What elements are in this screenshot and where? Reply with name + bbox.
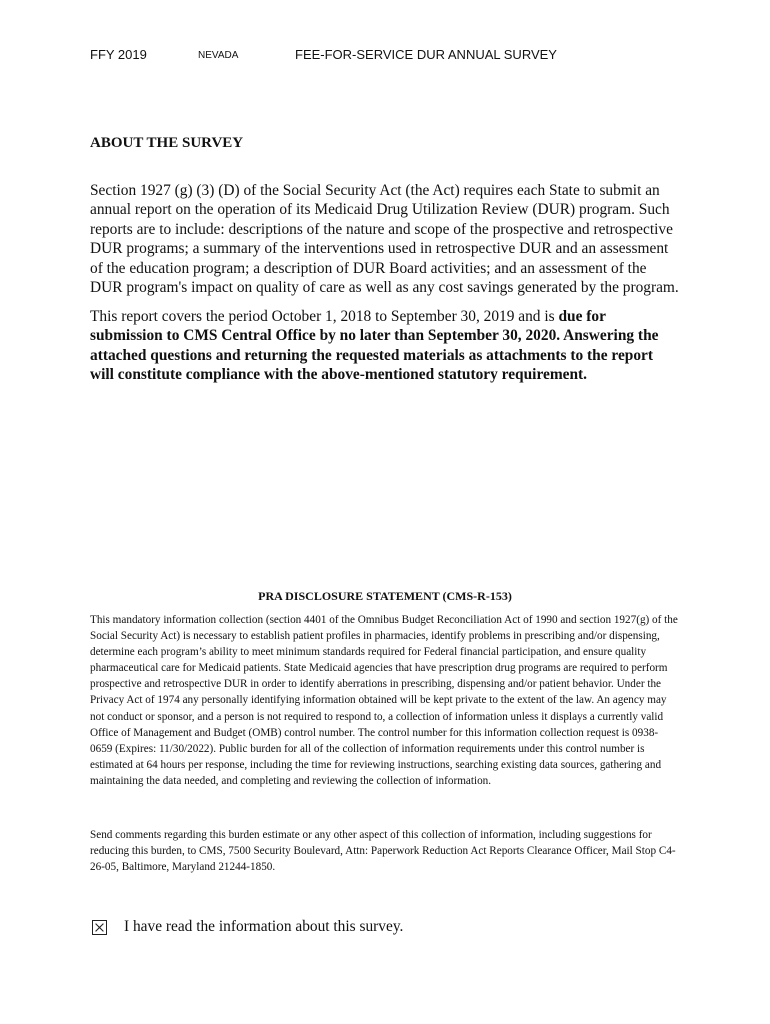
- survey-title: FEE-FOR-SERVICE DUR ANNUAL SURVEY: [295, 47, 557, 62]
- pra-disclosure-title: PRA DISCLOSURE STATEMENT (CMS-R-153): [258, 589, 512, 603]
- acknowledgement-checkbox[interactable]: [92, 920, 107, 935]
- acknowledgement-label: I have read the information about this survey.: [124, 918, 404, 935]
- pra-paragraph-1: This mandatory information collection (section 4401 of the Omnibus Budget Reconciliation Act of 1990 and section 1927(g) of the Social Security Act) is necessary to establish patient profiles in pharmacies, identify problems in prescribing and/or dispensing, determine each program’s ability to meet minimum standards required for Federal financial participation, and ensure quality pharmaceutical care for Medicaid patients. State Medicaid agencies that have prescription drug programs are required to perform prospective and retrospective DUR in order to identify aberrations in prescribing, dispensing and/or patient behavior. Under the Privacy Act of 1974 any personally identifying information obtained will be kept private to the extent of the law. An agency may not conduct or sponsor, and a person is not required to respond to, a collection of information unless it displays a currently valid Office of Management and Budget (OMB) control number. The control number for this information collection request is 0938-0659 (Expires: 11/30/2022). Public burden for all of the collection of information requirements under this control number is estimated at 64 hours per response, including the time for reviewing instructions, searching existing data sources, gathering and maintaining the data needed, and completing and reviewing the collection of information.: [90, 614, 678, 787]
- about-paragraph-1: Section 1927 (g) (3) (D) of the Social Security Act (the Act) requires each State to submit an annual report on the operation of its Medicaid Drug Utilization Review (DUR) program. Such reports are to include: descriptions of the nature and scope of the prospective and retrospective DUR programs; a summary of the interventions used in retrospective DUR and an assessment of the education program; a description of DUR Board activities; and an assessment of the DUR program's impact on quality of care as well as any cost savings generated by the program.: [90, 182, 679, 297]
- pra-paragraph-2: Send comments regarding this burden estimate or any other aspect of this collection of information, including suggestions for reducing this burden, to CMS, 7500 Security Boulevard, Attn: Paperwork Reduction Act Reports Clearance Officer, Mail Stop C4-26-05, Baltimore, Maryland 21244-1850.: [90, 829, 676, 874]
- acknowledgement-row[interactable]: [92, 918, 403, 936]
- submission-deadline-text: due for submission to CMS Central Office by no later than September 30, 2020. Answering the attached questions and returning the requested materials as attachments to the report will constitute compliance with the above-mentioned statutory requirement.: [90, 308, 659, 384]
- fiscal-year-label: FFY 2019: [90, 47, 147, 62]
- about-paragraph-2: [90, 307, 680, 385]
- about-heading: ABOUT THE SURVEY: [90, 135, 244, 151]
- state-label: NEVADA: [198, 50, 239, 61]
- check-x-icon: [93, 921, 106, 934]
- submission-period-text: This report covers the period October 1, 2018 to September 30, 2019 and is: [90, 308, 559, 325]
